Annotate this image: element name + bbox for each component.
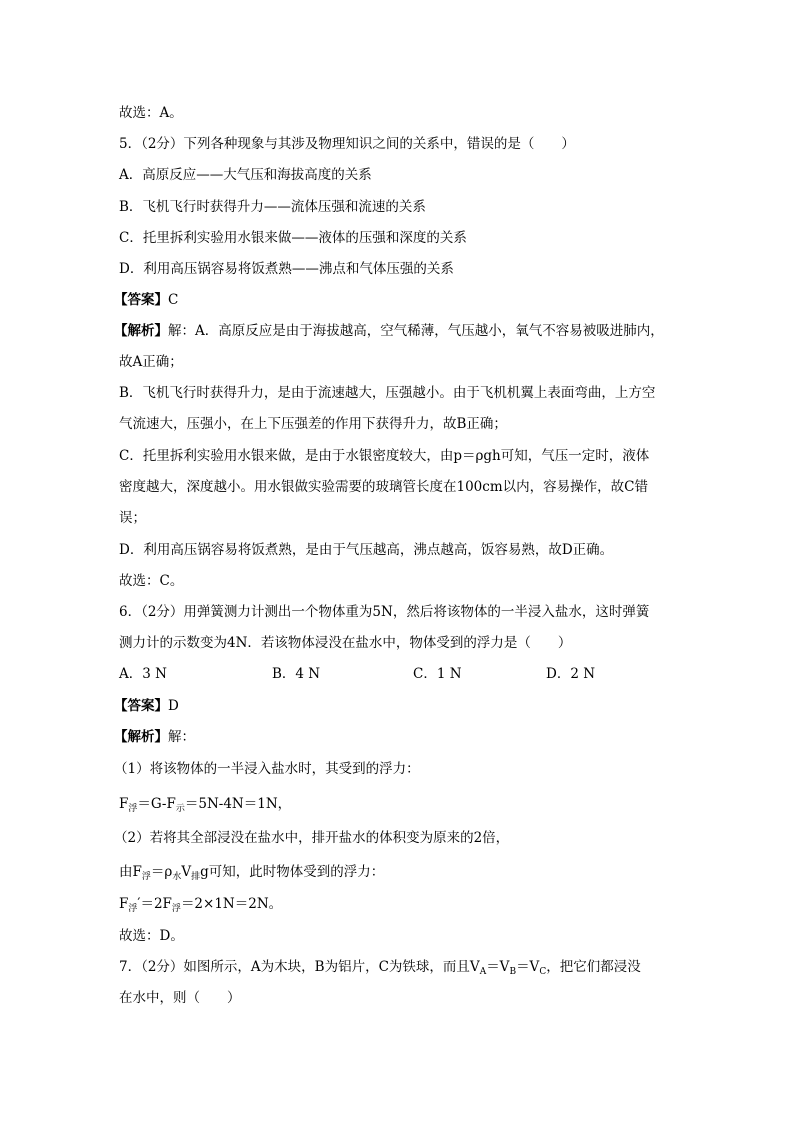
question-5-stem: 5．（2分）下列各种现象与其涉及物理知识之间的关系中，错误的是（ ） bbox=[119, 136, 575, 152]
answer-value: C bbox=[168, 292, 179, 308]
formula-part: F bbox=[119, 896, 129, 912]
question-6-formula-2 bbox=[119, 863, 679, 886]
formula-part: ′＝2F bbox=[137, 896, 172, 912]
question-5-analysis-line-6: 密度越大，深度越小。用水银做实验需要的玻璃管长度在100cm以内，容易操作，故C错 bbox=[119, 479, 648, 495]
formula-part: 由F bbox=[119, 864, 142, 880]
analysis-label: 【解析】 bbox=[114, 323, 168, 339]
question-5-option-d: D．利用高压锅容易将饭煮熟——沸点和气体压强的关系 bbox=[119, 261, 454, 277]
analysis-text: 解： bbox=[168, 729, 195, 745]
question-7-stem-line-2: 在水中，则（ ） bbox=[119, 990, 241, 1006]
question-6-option-c: C．1 N bbox=[413, 666, 462, 682]
question-5-analysis-line-4: 气流速大，压强小，在上下压强差的作用下获得升力，故B正确； bbox=[119, 416, 507, 432]
formula-part: ＝G-F bbox=[137, 796, 176, 812]
question-5-option-b: B．飞机飞行时获得升力——流体压强和流速的关系 bbox=[119, 199, 426, 215]
question-6-stem-line-1: 6．（2分）用弹簧测力计测出一个物体重为5N，然后将该物体的一半浸入盐水，这时弹簧 bbox=[119, 604, 650, 620]
stem-subscript: A bbox=[479, 967, 487, 977]
formula-subscript: 示 bbox=[175, 804, 185, 814]
formula-subscript: 排 bbox=[191, 872, 201, 882]
formula-subscript: 浮 bbox=[141, 872, 151, 882]
stem-subscript: C bbox=[539, 967, 547, 977]
question-6-answer bbox=[114, 697, 674, 715]
question-5-analysis-line-2: 故A正确； bbox=[119, 354, 183, 370]
question-5-analysis-line-8: D．利用高压锅容易将饭煮熟，是由于气压越高，沸点越高，饭容易熟，故D正确。 bbox=[119, 542, 614, 558]
analysis-label: 【解析】 bbox=[114, 729, 168, 745]
question-5-analysis-line-5: C．托里拆利实验用水银来做，是由于水银密度较大，由p＝ρgh可知，气压一定时，液体 bbox=[119, 448, 650, 464]
formula-part: V bbox=[181, 864, 192, 880]
question-6-analysis-line-3: （2）若将其全部浸没在盐水中，排开盐水的体积变为原来的2倍， bbox=[114, 830, 510, 846]
question-6-option-b: B．4 N bbox=[272, 666, 321, 682]
stem-subscript: B bbox=[509, 967, 517, 977]
formula-part: ＝ρ bbox=[150, 864, 173, 880]
formula-subscript: 浮 bbox=[128, 804, 138, 814]
formula-subscript: 水 bbox=[172, 872, 182, 882]
question-7-stem-line-1 bbox=[119, 958, 679, 981]
formula-part: g可知，此时物体受到的浮力： bbox=[200, 864, 385, 880]
answer-selection-q5: 故选：C。 bbox=[119, 573, 184, 589]
question-5-option-c: C．托里拆利实验用水银来做——液体的压强和深度的关系 bbox=[119, 230, 467, 246]
analysis-text: 解：A．高原反应是由于海拔越高，空气稀薄，气压越小，氧气不容易被吸进肺内， bbox=[168, 323, 664, 339]
question-5-answer bbox=[114, 291, 674, 309]
question-6-analysis-line-1 bbox=[114, 728, 674, 746]
question-5-analysis-line-3: B．飞机飞行时获得升力，是由于流速越大，压强越小。由于飞机机翼上表面弯曲，上方空 bbox=[119, 385, 656, 401]
question-6-stem-line-2: 测力计的示数变为4N．若该物体浸没在盐水中，物体受到的浮力是（ ） bbox=[119, 635, 572, 651]
question-6-option-d: D．2 N bbox=[546, 666, 596, 682]
stem-part: ＝V bbox=[486, 959, 510, 975]
question-5-option-a: A．高原反应——大气压和海拔高度的关系 bbox=[119, 167, 372, 183]
answer-label: 【答案】 bbox=[114, 292, 168, 308]
question-6-formula-3 bbox=[119, 895, 679, 918]
stem-part: 7．（2分）如图所示，A为木块，B为铝片，C为铁球，而且V bbox=[119, 959, 480, 975]
formula-part: ＝2×1N＝2N。 bbox=[180, 896, 283, 912]
formula-part: ＝5N-4N＝1N， bbox=[184, 796, 292, 812]
answer-selection-q6: 故选：D。 bbox=[119, 928, 184, 944]
question-6-option-a: A．3 N bbox=[119, 666, 167, 682]
question-5-analysis-line-7: 误； bbox=[119, 510, 146, 526]
formula-subscript: 浮 bbox=[128, 904, 138, 914]
question-5-analysis-line-1 bbox=[114, 322, 674, 340]
question-6-analysis-line-2: （1）将该物体的一半浸入盐水时，其受到的浮力： bbox=[114, 761, 420, 777]
formula-part: F bbox=[119, 796, 129, 812]
answer-label: 【答案】 bbox=[114, 698, 168, 714]
formula-subscript: 浮 bbox=[171, 904, 181, 914]
answer-value: D bbox=[168, 698, 179, 714]
stem-part: ＝V bbox=[516, 959, 540, 975]
question-6-formula-1 bbox=[119, 795, 679, 818]
stem-part: ，把它们都浸没 bbox=[546, 959, 641, 975]
answer-selection-q4: 故选：A。 bbox=[119, 105, 183, 121]
